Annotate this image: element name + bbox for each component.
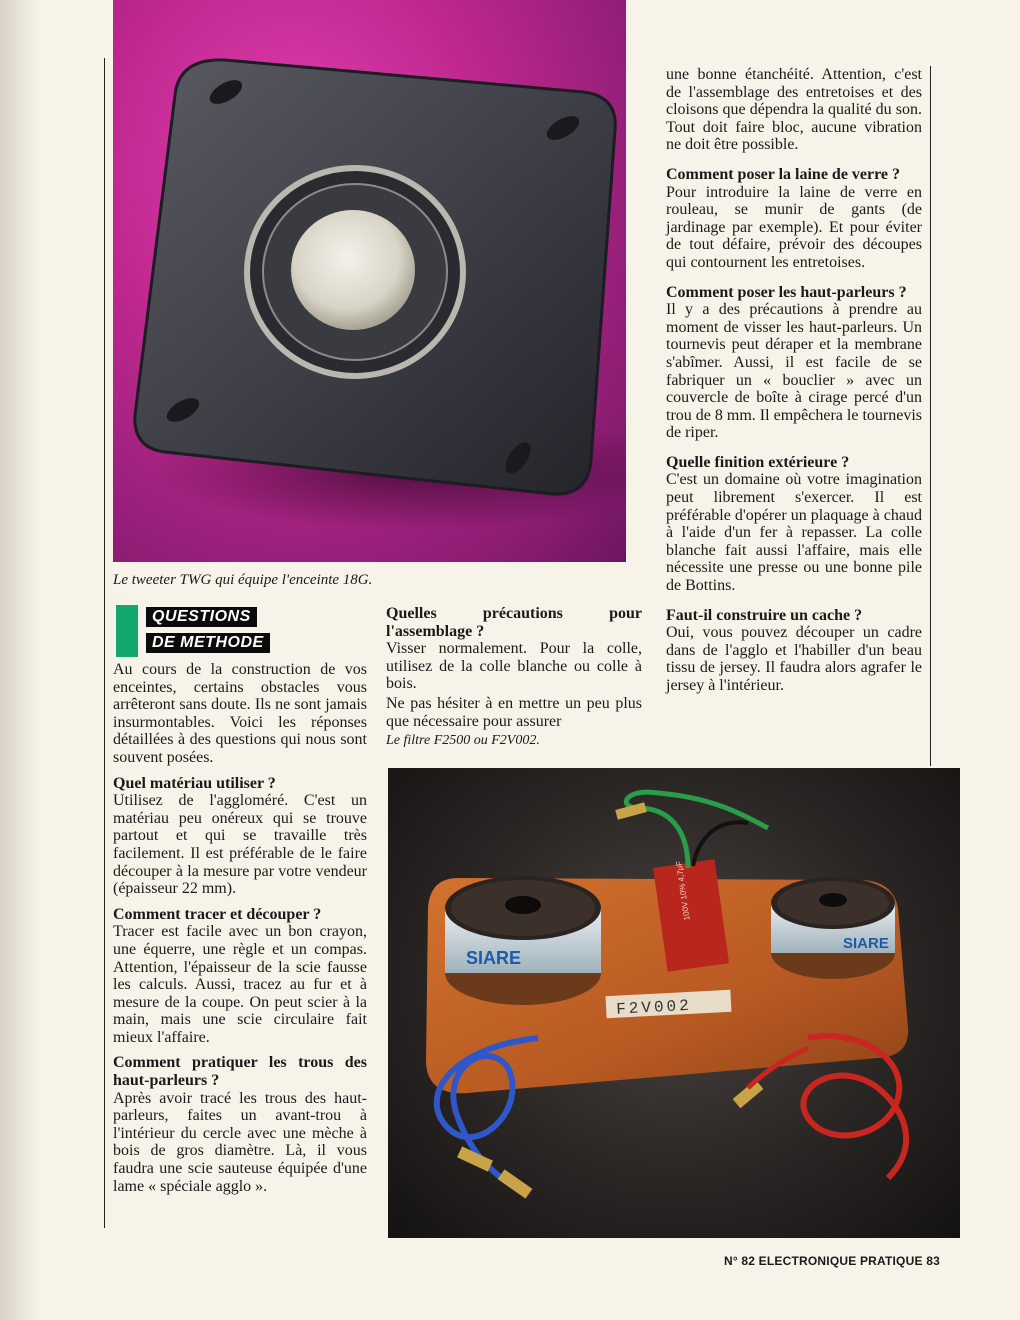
tweeter-caption: Le tweeter TWG qui équipe l'enceinte 18G.: [113, 572, 373, 588]
section-badge: [116, 605, 276, 657]
filter-photo: [388, 768, 960, 1238]
section-badge-line1: QUESTIONS: [146, 607, 257, 627]
page-footer: N° 82 ELECTRONIQUE PRATIQUE 83: [724, 1254, 940, 1268]
qa-block-cover: [666, 607, 922, 695]
left-column-rule: [104, 58, 105, 1228]
coil-brand-left: SIARE: [466, 948, 522, 968]
qa-block-material: [113, 775, 367, 898]
column-3: [666, 66, 922, 703]
qa-block-glasswool: [666, 166, 922, 272]
answer-paragraph: C'est un domaine où votre imagination peut librement s'exercer. Il est préférable d'opérer un plaquage à chaud à l'aide d'un fer à repasser. La colle blanche fait aussi l'affaire, mais elle nécessite une presse ou une bonne pile de Bottins.: [666, 471, 922, 595]
intro-paragraph: Au cours de la construction de vos enceintes, certains obstacles vous arrêteront sans doute. Ils ne sont jamais insurmontables. Voici les réponses détaillées à des questions qui nous sont souvent posées.: [113, 661, 367, 766]
tweeter-photo: [113, 0, 626, 562]
qa-block-cutting: [113, 906, 367, 1047]
answer-paragraph: Ne pas hésiter à en mettre un peu plus que nécessaire pour assurer: [386, 694, 642, 730]
question-heading: Faut-il construire un cache ?: [666, 606, 863, 624]
answer-paragraph: Il y a des précautions à prendre au moment de visser les haut-parleurs. Un tournevis peut déraper et la membrane s'abîmer. Aussi, il est facile de se fabriquer un « bouclier » avec un couvercle de boîte à cirage percé d'un trou de 8 mm. Il empêchera le tournevis de riper.: [666, 301, 922, 442]
page-spine-shadow: [0, 0, 40, 1320]
answer-paragraph: Oui, vous pouvez découper un cadre dans de l'agglo et l'habiller d'un beau tissu de jersey. Il faudra alors agrafer le jersey à l'intérieur.: [666, 624, 922, 694]
question-heading: Comment poser la laine de verre ?: [666, 165, 901, 183]
tweeter-illustration: [113, 0, 626, 562]
answer-paragraph: Visser normalement. Pour la colle, utilisez de la colle blanche ou colle à bois.: [386, 640, 642, 693]
question-heading: Quelles précautions pour l'assemblage ?: [386, 605, 642, 640]
capacitor-label: 100V 10% 4,7µF: [674, 860, 692, 921]
question-heading: Quelle finition extérieure ?: [666, 453, 850, 471]
column-1: [113, 661, 367, 1203]
question-heading: Comment tracer et découper ?: [113, 905, 322, 923]
qa-block-holes: [113, 1054, 367, 1195]
answer-paragraph: Utilisez de l'aggloméré. C'est un matériau peu onéreux qui se trouve partout et qui se travaille très facilement. Il est préférable de le faire découper à la mesure par votre vendeur (épaisseur 22 mm).: [113, 792, 367, 898]
qa-block-speakers: [666, 284, 922, 442]
answer-paragraph: Pour introduire la laine de verre en rouleau, se munir de gants (de jardinage par exemple). Et pour éviter de tout défaire, prévoir des découpes qui contournent les entretoises.: [666, 183, 922, 271]
question-heading: Comment pratiquer les trous des haut-parleurs ?: [113, 1054, 367, 1090]
coil-brand-right: SIARE: [843, 935, 889, 952]
board-label: F2V002: [615, 996, 693, 1019]
lead-paragraph: une bonne étanchéité. Attention, c'est de l'assemblage des entretoises et des cloisons que dépendra la qualité du son. Tout doit faire bloc, aucune vibration ne doit être possible.: [666, 66, 922, 154]
right-column-rule: [930, 66, 931, 766]
filter-board-illustration: [388, 768, 960, 1238]
qa-block-finish: [666, 454, 922, 595]
section-badge-line2: DE METHODE: [146, 633, 270, 653]
answer-paragraph: Tracer est facile avec un bon crayon, une équerre, une règle et un compas. Attention, l'épaisseur de la scie fausse les calculs. Aussi, tracez au fur et à mesure de la coupe. On peut scier à la main, mais une scie circulaire fait mieux l'affaire.: [113, 923, 367, 1046]
filter-caption: Le filtre F2500 ou F2V002.: [386, 733, 540, 749]
column-2: [386, 605, 642, 750]
question-heading: Comment poser les haut-parleurs ?: [666, 283, 907, 301]
answer-paragraph: Après avoir tracé les trous des haut-parleurs, faites un avant-trou à l'intérieur du cercle avec une mèche à bois de gros diamètre. Là, il vous faudra une scie sauteuse équipée d'une lame « spéciale agglo ».: [113, 1089, 367, 1195]
section-badge-accent: [116, 605, 138, 657]
question-heading: Quel matériau utiliser ?: [113, 774, 276, 792]
